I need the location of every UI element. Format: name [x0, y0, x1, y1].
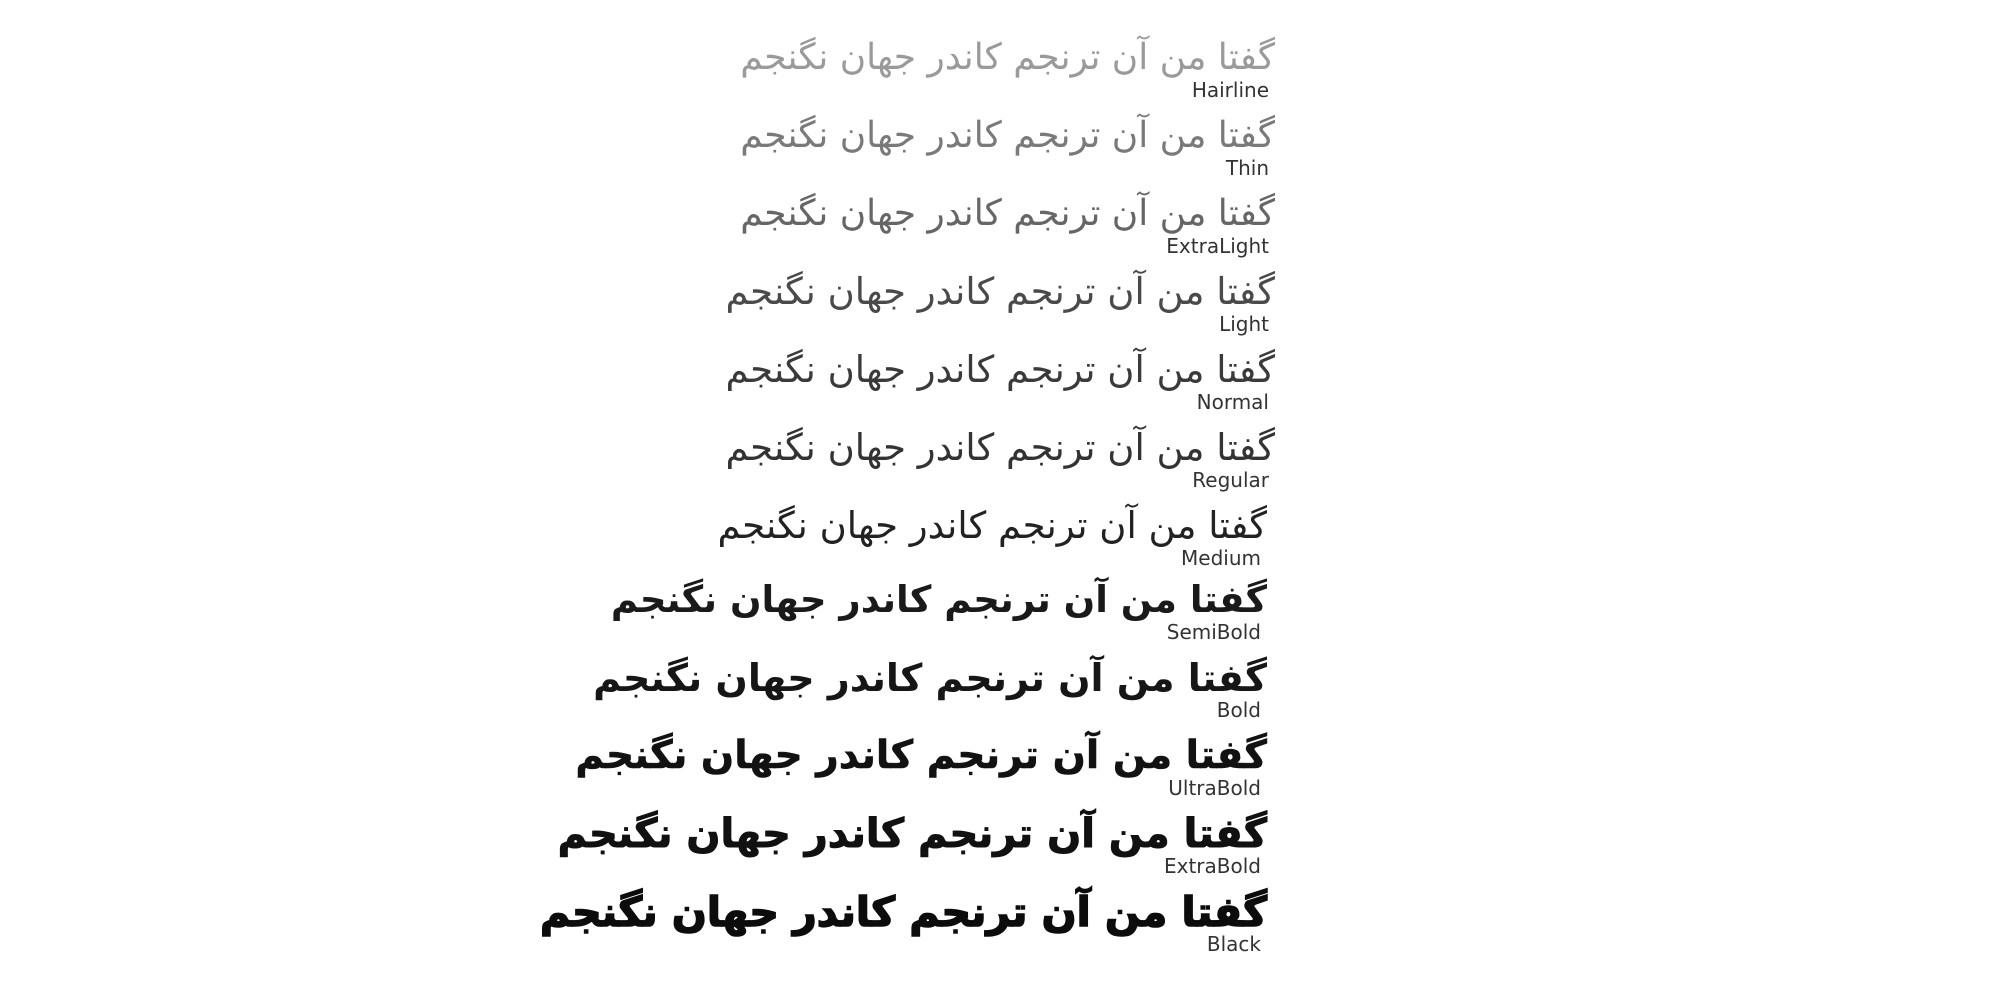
weight-label: Medium: [1181, 546, 1261, 570]
sample-text: گفتا من آن ترنجم کاندر جهان نگنجم: [539, 888, 1267, 936]
weight-label: Light: [1219, 312, 1269, 336]
weight-label: Normal: [1196, 390, 1269, 414]
sample-text: گفتا من آن ترنجم کاندر جهان نگنجم: [725, 426, 1275, 469]
weight-row-light: [675, 270, 1275, 336]
weight-row-ultrabold: [575, 733, 1267, 800]
weight-label: Regular: [1192, 468, 1269, 492]
weight-label: Bold: [1216, 698, 1261, 722]
sample-text: گفتا من آن ترنجم کاندر جهان نگنجم: [725, 348, 1275, 391]
weight-label: SemiBold: [1166, 620, 1261, 644]
sample-text: گفتا من آن ترنجم کاندر جهان نگنجم: [610, 578, 1267, 621]
sample-text: گفتا من آن ترنجم کاندر جهان نگنجم: [740, 193, 1275, 234]
sample-text: گفتا من آن ترنجم کاندر جهان نگنجم: [717, 504, 1267, 547]
weight-row-black: [539, 888, 1267, 956]
sample-text: گفتا من آن ترنجم کاندر جهان نگنجم: [740, 37, 1275, 78]
weight-label: UltraBold: [1168, 776, 1261, 800]
sample-text: گفتا من آن ترنجم کاندر جهان نگنجم: [725, 270, 1275, 313]
weight-row-semibold: [610, 578, 1267, 644]
weight-row-medium: [667, 504, 1267, 570]
weight-label: ExtraLight: [1166, 234, 1269, 258]
sample-text: گفتا من آن ترنجم کاندر جهان نگنجم: [593, 656, 1267, 700]
weight-label: Thin: [1225, 156, 1269, 180]
sample-text: گفتا من آن ترنجم کاندر جهان نگنجم: [575, 733, 1267, 778]
weight-row-bold: [593, 656, 1267, 722]
weight-row-extrabold: [557, 811, 1267, 878]
sample-text: گفتا من آن ترنجم کاندر جهان نگنجم: [740, 115, 1275, 156]
weight-row-regular: [675, 426, 1275, 492]
weight-row-extralight: [675, 192, 1275, 258]
weight-label: Black: [1206, 932, 1261, 956]
weight-row-hairline: [675, 36, 1275, 102]
sample-text: گفتا من آن ترنجم کاندر جهان نگنجم: [557, 811, 1267, 857]
weight-label: ExtraBold: [1163, 854, 1261, 878]
weight-row-normal: [675, 348, 1275, 414]
weight-label: Hairline: [1191, 78, 1269, 102]
weight-row-thin: [675, 114, 1275, 180]
